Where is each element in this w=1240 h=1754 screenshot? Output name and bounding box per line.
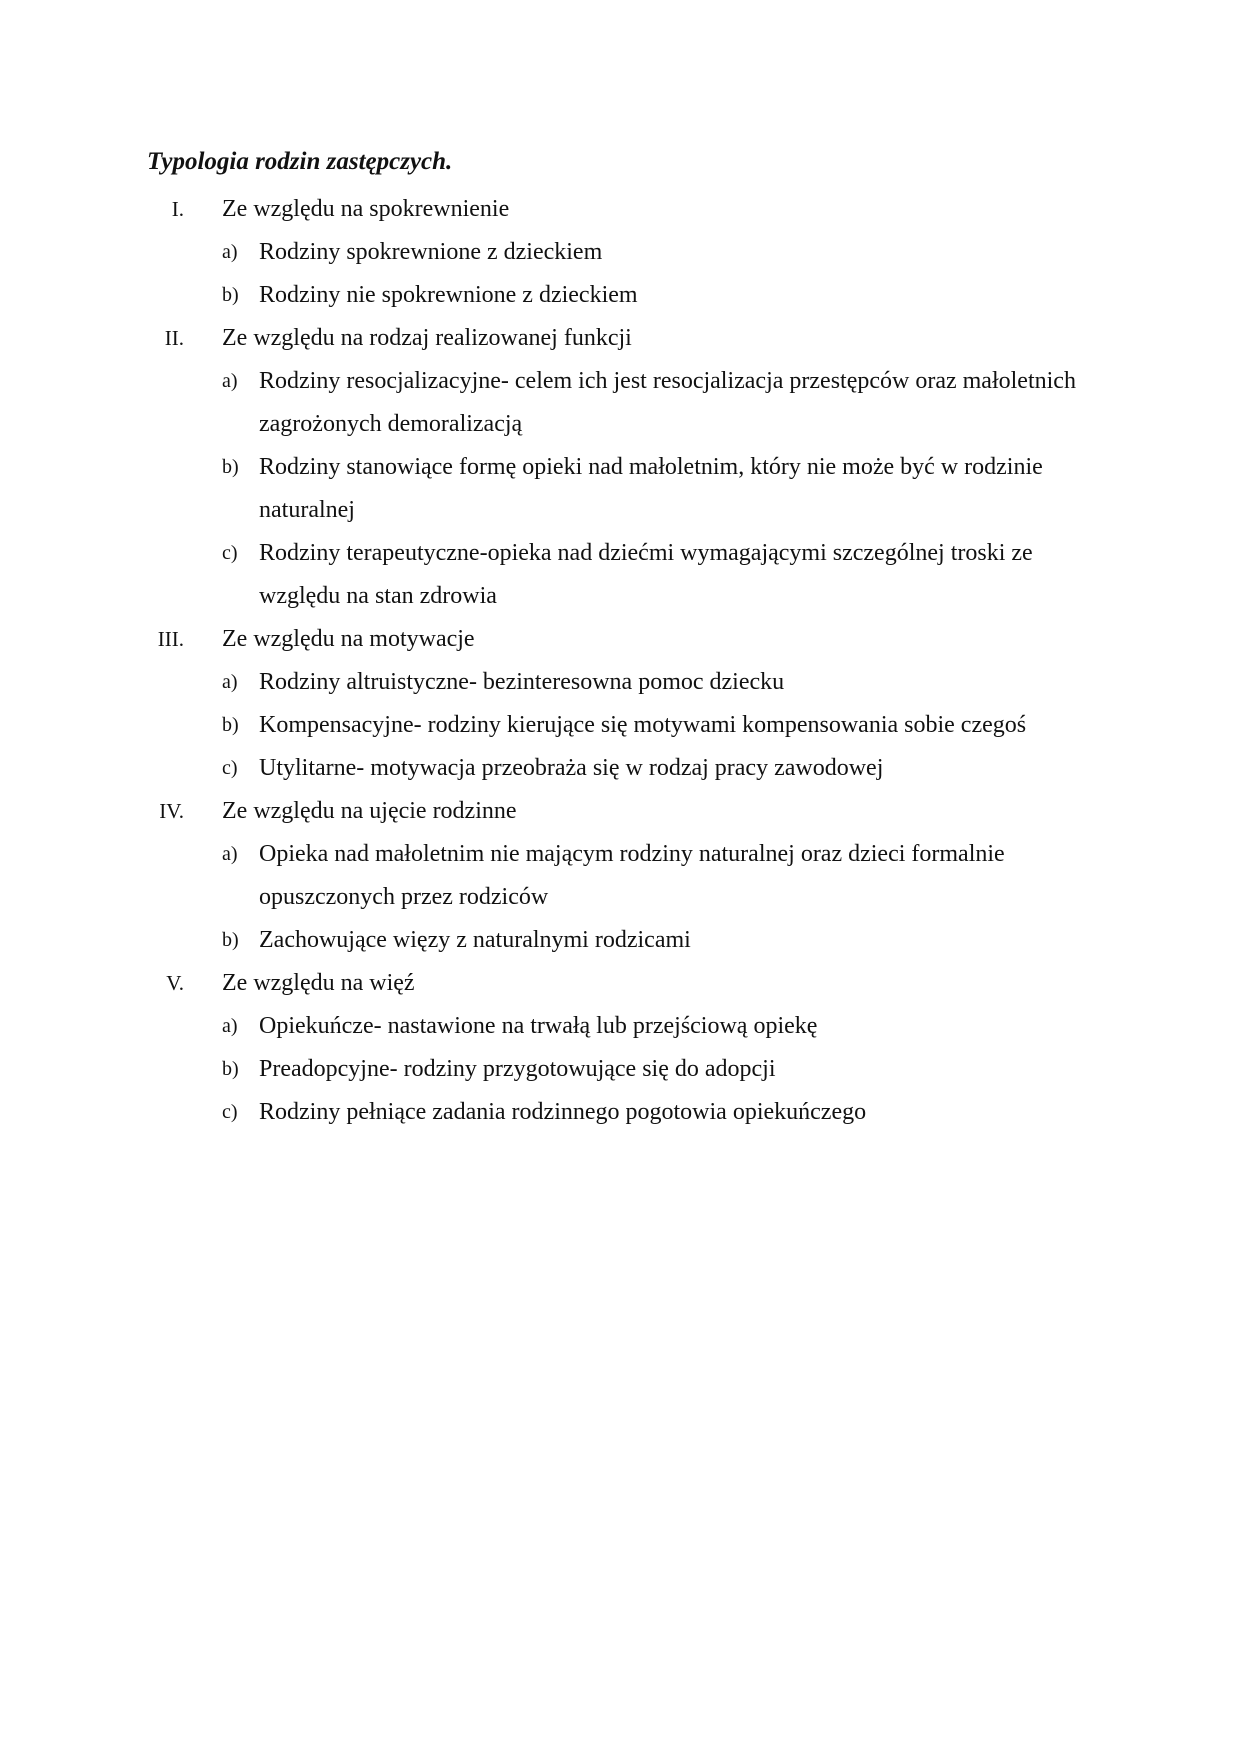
list-item (0, 532, 1089, 618)
item-letter: a) (222, 241, 238, 263)
item-text: Kompensacyjne- rodziny kierujące się motywami kompensowania sobie czegoś (259, 712, 1027, 738)
section-heading: Ze względu na motywacje (222, 626, 475, 652)
item-letter: a) (222, 370, 238, 392)
list-item (0, 1005, 1089, 1048)
section-heading: Ze względu na spokrewnienie (222, 196, 510, 222)
section-header (0, 317, 1240, 360)
item-letter: b) (222, 284, 239, 306)
item-text: Rodziny altruistyczne- bezinteresowna pomoc dziecku (259, 669, 785, 695)
section-number: I. (171, 197, 184, 221)
list-item (0, 661, 1089, 704)
section-number: II. (164, 326, 184, 350)
item-text: Opieka nad małoletnim nie mającym rodziny naturalnej oraz dzieci formalnie opuszczonych przez rodziców (259, 841, 1005, 910)
item-letter: c) (222, 542, 238, 564)
section-number: V. (166, 971, 184, 995)
item-text: Rodziny resocjalizacyjne- celem ich jest resocjalizacja przestępców oraz małoletnich zagrożonych demoralizacją (259, 368, 1076, 437)
item-text: Opiekuńcze- nastawione na trwałą lub przejściową opiekę (259, 1013, 818, 1039)
item-text: Rodziny spokrewnione z dzieckiem (259, 239, 603, 265)
list-item (0, 704, 1089, 747)
item-letter: b) (222, 1058, 239, 1080)
list-item (0, 360, 1089, 446)
list-item (0, 231, 1089, 274)
section-4 (0, 790, 1240, 962)
section-header (0, 188, 1240, 231)
section-1 (0, 188, 1240, 317)
item-text: Utylitarne- motywacja przeobraża się w rodzaj pracy zawodowej (259, 755, 884, 781)
section-5 (0, 962, 1240, 1134)
item-letter: b) (222, 456, 239, 478)
item-letter: a) (222, 671, 238, 693)
list-item (0, 833, 1089, 919)
section-header (0, 618, 1240, 661)
list-item (0, 747, 1089, 790)
section-2 (0, 317, 1240, 618)
section-3 (0, 618, 1240, 790)
list-item (0, 446, 1089, 532)
item-letter: a) (222, 843, 238, 865)
item-text: Preadopcyjne- rodziny przygotowujące się do adopcji (259, 1056, 776, 1082)
item-text: Rodziny terapeutyczne-opieka nad dziećmi wymagającymi szczególnej troski ze względu na stan zdrowia (259, 540, 1033, 609)
section-heading: Ze względu na ujęcie rodzinne (222, 798, 517, 824)
section-header (0, 790, 1240, 833)
document-title: Typologia rodzin zastępczych. (147, 148, 453, 175)
item-letter: b) (222, 929, 239, 951)
section-number: III. (157, 627, 184, 651)
item-letter: a) (222, 1015, 238, 1037)
section-number: IV. (159, 799, 184, 823)
section-heading: Ze względu na rodzaj realizowanej funkcji (222, 325, 632, 351)
item-text: Rodziny nie spokrewnione z dzieckiem (259, 282, 638, 308)
item-text: Rodziny pełniące zadania rodzinnego pogotowia opiekuńczego (259, 1099, 867, 1125)
outline-list (0, 188, 1240, 1134)
section-heading: Ze względu na więź (222, 970, 415, 996)
item-text: Zachowujące więzy z naturalnymi rodzicami (259, 927, 691, 953)
item-letter: c) (222, 1101, 238, 1123)
list-item (0, 919, 1089, 962)
item-letter: c) (222, 757, 238, 779)
list-item (0, 1048, 1089, 1091)
list-item (0, 1091, 1089, 1134)
section-header (0, 962, 1240, 1005)
list-item (0, 274, 1089, 317)
item-letter: b) (222, 714, 239, 736)
item-text: Rodziny stanowiące formę opieki nad małoletnim, który nie może być w rodzinie naturalnej (259, 454, 1043, 523)
